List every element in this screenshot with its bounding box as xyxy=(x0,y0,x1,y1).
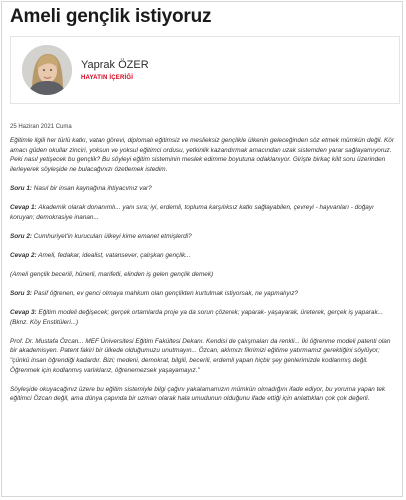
author-photo xyxy=(22,45,72,95)
paragraph: Cevap 1: Akademik olarak donanımlı... yanı sıra; iyi, erdemli, topluma karşılıksız katkı sağlayabilen, çevreyi - hayvanları - doğayı koruyan; demokrasiye inanan... xyxy=(10,203,374,221)
author-box[interactable] xyxy=(10,36,400,104)
paragraph: (Ameli gençlik becerili, hünerli, marifetli, elinden iş gelen gençlik demek) xyxy=(10,270,214,278)
author-category[interactable]: HAYATIN İÇERİĞİ xyxy=(81,75,134,81)
paragraph: Cevap 2: Ameli, fedakar, idealist, vatansever, çalışkan gençlik... xyxy=(10,251,191,259)
paragraph: Prof. Dr. Mustafa Özcan... MEF Üniversitesi Eğitim Fakültesi Dekanı. Kendisi de çalışmaları da renkli... İki öğrenme modeli patenti olan bir akademisyen. Patent fakiri bir ülkede olduğumuzu unutmayın... Özcan, aklımızı fikrimizi eğitime yatırmamız gerektiğini söylüyor; "çünkü insan öğrendiği kadardır. Bizi; medeni, demokrat, bilgili, becerili, erdemli yapan hiçbir şey genlerimizde kodlanmış değil. Öğrenmek için kodlanmış varlıklarız, öğrenemezsek yaşayamayız." xyxy=(10,337,391,374)
paragraph: Soru 3: Pasif öğrenen, ev genci olmaya mahkum olan gençlikten kurtulmak istiyorsak, ne yapmalıyız? xyxy=(10,289,299,297)
paragraph: Cevap 3: Eğitim modeli değişecek; gerçek ortamlarda proje ya da sorun çözerek; yaparak- yaşayarak, üreterek, gerçek iş yaparak... (Bknz. Köy Enstitüleri...) xyxy=(10,309,383,326)
paragraph: Soru 2: Cumhuriyet'in kurucuları ülkeyi kime emanet etmişlerdi? xyxy=(10,232,192,240)
author-name[interactable]: Yaprak ÖZER xyxy=(81,59,149,71)
paragraph: Söyleşide okuyacağınız üzere bu eğitim sistemiyle bilgi çağını yakalamamızın mümkün olmadığını ifade ediyor, bu yoruma yapan tek eğitimci Özcan değil, ama dünya çapında bir uzman olarak hala umudunun olduğunu ifade ettiği için anlattıkları çok çok değerli. xyxy=(10,385,386,403)
article-card xyxy=(1,1,403,497)
author-avatar[interactable] xyxy=(22,45,72,95)
article-body xyxy=(10,136,398,413)
publish-date: 25 Haziran 2021 Cuma xyxy=(10,124,72,130)
paragraph: Soru 1: Nasıl bir insan kaynağına ihtiyacımız var? xyxy=(10,184,152,192)
article-title: Ameli gençlik istiyoruz xyxy=(10,6,212,27)
paragraph: Eğitimle ilgili her türlü katkı, vatan görevi, diplomalı eğitimsiz ve meslieksiz gençlikle ülkenin geleceğinden söz etmek mümkün değil. Kör amacı güden okullar zinciri, yoksun ve yoksul eğitimci ordusu, yetkinlik kazandırmak amacından uzak sistemden yarar sağlayamıyoruz. Peki nasıl yetişecek bu gençlik? Bu söyleyi eğitim sisteminin meslek edimme boyutuna odaklanıyor. Girişte birkaç kilit soru üzerinden ilerleyerek söyleşide ne bulacağınızı özetlemek istedim. xyxy=(10,137,394,173)
